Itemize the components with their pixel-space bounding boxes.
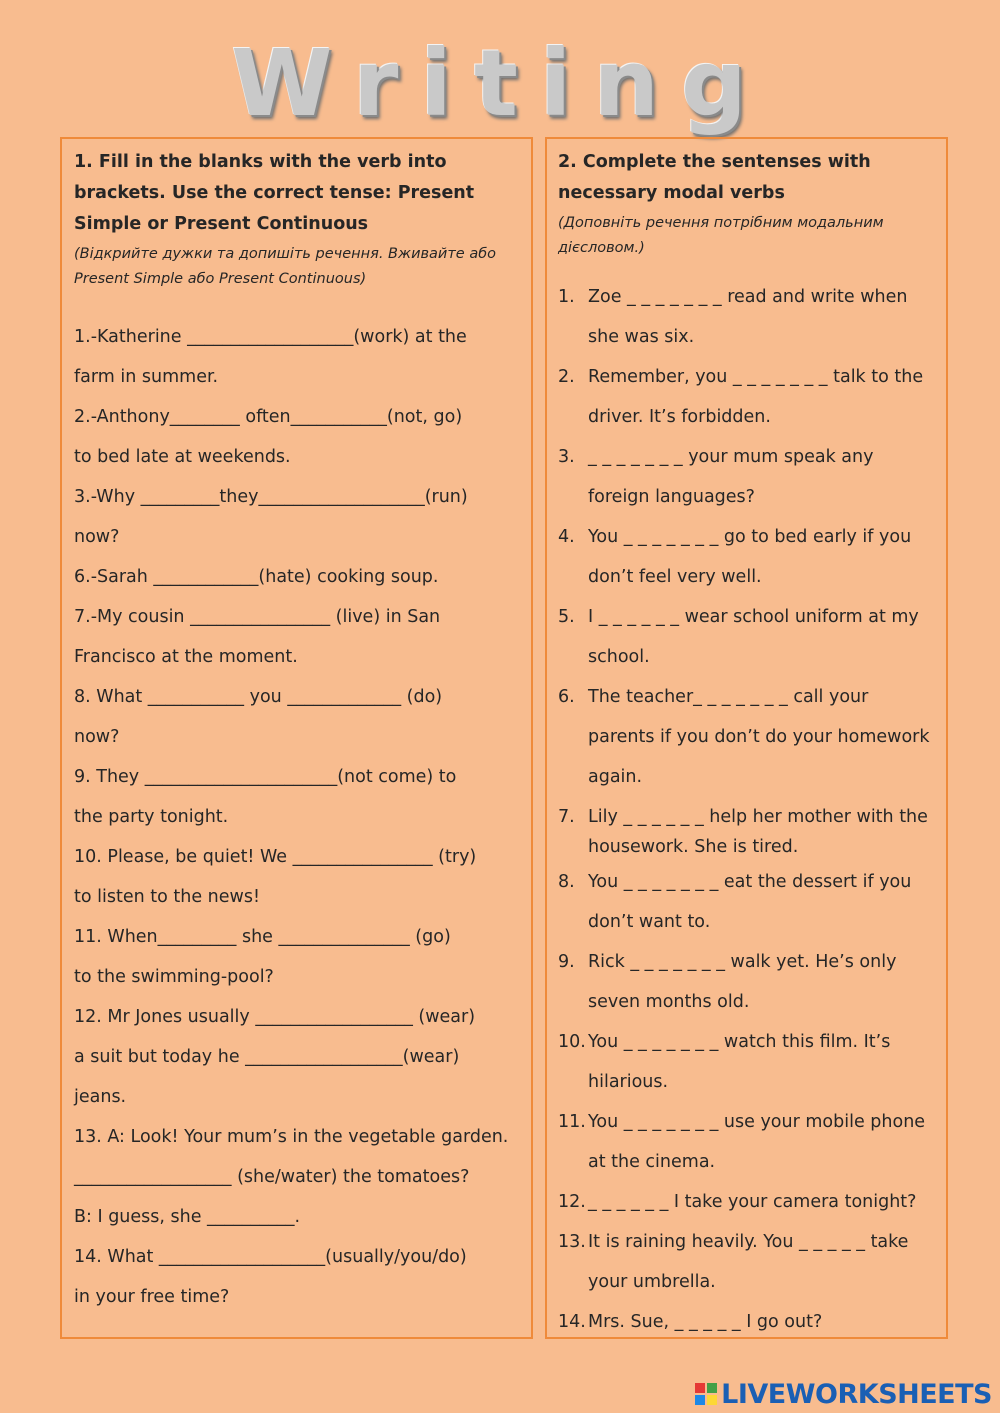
- item-number: 10.: [558, 1032, 586, 1052]
- logo-square: [707, 1395, 717, 1405]
- page-title: Writing: [231, 30, 769, 137]
- exercise-1-line: 6.-Sarah ____________(hate) cooking soup.: [74, 567, 439, 587]
- exercise-2-item: [558, 357, 938, 437]
- exercise-2-item: [558, 1182, 938, 1222]
- exercise-1-line: 7.-My cousin ________________ (live) in San: [74, 607, 441, 627]
- exercise-2-item: [558, 797, 938, 862]
- exercise-1-line: to the swimming-pool?: [74, 967, 274, 987]
- item-text: _ _ _ _ _ _ _ your mum speak any foreign languages?: [588, 447, 874, 507]
- exercise-2-item: [558, 437, 938, 517]
- item-text: It is raining heavily. You _ _ _ _ _ take your umbrella.: [588, 1232, 909, 1292]
- item-number: 9.: [558, 952, 575, 972]
- exercise-2-item: [558, 1302, 938, 1342]
- exercise-1-line: a suit but today he __________________(wear): [74, 1047, 460, 1067]
- exercise-1-line: in your free time?: [74, 1287, 230, 1307]
- exercise-1-line: 12. Mr Jones usually __________________ (wear): [74, 1007, 476, 1027]
- item-text: You _ _ _ _ _ _ _ use your mobile phone at the cinema.: [588, 1112, 926, 1172]
- exercise-1-box: [60, 137, 533, 1339]
- item-number: 13.: [558, 1232, 586, 1252]
- logo-mark-icon: [695, 1383, 717, 1405]
- exercise-1-line: jeans.: [74, 1087, 127, 1107]
- exercise-1-line: now?: [74, 727, 120, 747]
- exercise-2-item: [558, 517, 938, 597]
- item-text: Mrs. Sue, _ _ _ _ _ I go out?: [588, 1312, 823, 1332]
- exercise-1-line: to bed late at weekends.: [74, 447, 291, 467]
- exercise-2-item: [558, 677, 938, 797]
- item-text: Rick _ _ _ _ _ _ _ walk yet. He’s only seven months old.: [588, 952, 897, 1012]
- exercise-1-note: (Відкрийте дужки та допишіть речення. Вживайте або Present Simple або Present Continuous): [74, 246, 497, 287]
- item-text: You _ _ _ _ _ _ _ eat the dessert if you don’t want to.: [588, 872, 912, 932]
- exercise-2-list: [558, 277, 938, 1342]
- exercise-1-line: __________________ (she/water) the tomatoes?: [74, 1167, 470, 1187]
- item-text: Remember, you _ _ _ _ _ _ _ talk to the driver. It’s forbidden.: [588, 367, 924, 427]
- exercise-1-line: 2.-Anthony________ often___________(not, go): [74, 407, 463, 427]
- item-number: 11.: [558, 1112, 586, 1132]
- exercise-2-item: [558, 1102, 938, 1182]
- exercise-1-line: 1.-Katherine ___________________(work) at the: [74, 327, 467, 347]
- logo-text: LIVEWORKSHEETS: [721, 1378, 992, 1410]
- exercise-2-item: [558, 1222, 938, 1302]
- item-number: 5.: [558, 607, 575, 627]
- item-number: 2.: [558, 367, 575, 387]
- exercise-1-line: 14. What ___________________(usually/you/do): [74, 1247, 467, 1267]
- exercise-1-line: B: I guess, she __________.: [74, 1207, 301, 1227]
- item-number: 7.: [558, 807, 575, 827]
- exercise-1-line: the party tonight.: [74, 807, 229, 827]
- item-text: You _ _ _ _ _ _ _ watch this film. It’s hilarious.: [588, 1032, 891, 1092]
- exercise-1-line: 13. A: Look! Your mum’s in the vegetable garden.: [74, 1127, 509, 1147]
- exercise-1-line: now?: [74, 527, 120, 547]
- item-text: You _ _ _ _ _ _ _ go to bed early if you don’t feel very well.: [588, 527, 912, 587]
- exercise-2-item: [558, 862, 938, 942]
- exercise-1-line: 9. They ______________________(not come) to: [74, 767, 457, 787]
- exercise-1-line: 3.-Why _________they___________________(run): [74, 487, 468, 507]
- exercise-2-item: [558, 1022, 938, 1102]
- item-number: 12.: [558, 1192, 586, 1212]
- logo-square: [707, 1383, 717, 1393]
- exercise-2-item: [558, 597, 938, 677]
- logo-square: [695, 1395, 705, 1405]
- item-number: 8.: [558, 872, 575, 892]
- item-number: 1.: [558, 287, 575, 307]
- exercise-1-line: to listen to the news!: [74, 887, 260, 907]
- item-text: _ _ _ _ _ _ I take your camera tonight?: [588, 1192, 917, 1212]
- exercise-1-line: 8. What ___________ you _____________ (do): [74, 687, 443, 707]
- item-text: Zoe _ _ _ _ _ _ _ read and write when she was six.: [588, 287, 908, 347]
- item-number: 3.: [558, 447, 575, 467]
- item-number: 4.: [558, 527, 575, 547]
- exercise-2-note: (Доповніть речення потрібним модальним дієсловом.): [558, 215, 884, 256]
- liveworksheets-logo[interactable]: [695, 1377, 992, 1411]
- item-text: The teacher_ _ _ _ _ _ _ call your parents if you don’t do your homework again.: [588, 687, 930, 787]
- exercise-2-item: [558, 277, 938, 357]
- exercise-2-box: [545, 137, 948, 1339]
- item-text: Lily _ _ _ _ _ _ help her mother with the housework. She is tired.: [588, 807, 928, 857]
- exercise-1-list: [74, 317, 521, 1317]
- logo-square: [695, 1383, 705, 1393]
- item-text: I _ _ _ _ _ _ wear school uniform at my school.: [588, 607, 919, 667]
- item-number: 6.: [558, 687, 575, 707]
- exercise-2-heading: 2. Complete the sentenses with necessary modal verbs: [558, 152, 871, 203]
- exercise-1-heading: 1. Fill in the blanks with the verb into brackets. Use the correct tense: Present Simple or Present Continuous: [74, 152, 475, 234]
- exercise-1-line: 10. Please, be quiet! We ________________ (try): [74, 847, 477, 867]
- exercise-1-line: farm in summer.: [74, 367, 219, 387]
- exercise-1-line: Francisco at the moment.: [74, 647, 298, 667]
- exercise-2-item: [558, 942, 938, 1022]
- item-number: 14.: [558, 1312, 586, 1332]
- exercise-1-line: 11. When_________ she _______________ (go): [74, 927, 451, 947]
